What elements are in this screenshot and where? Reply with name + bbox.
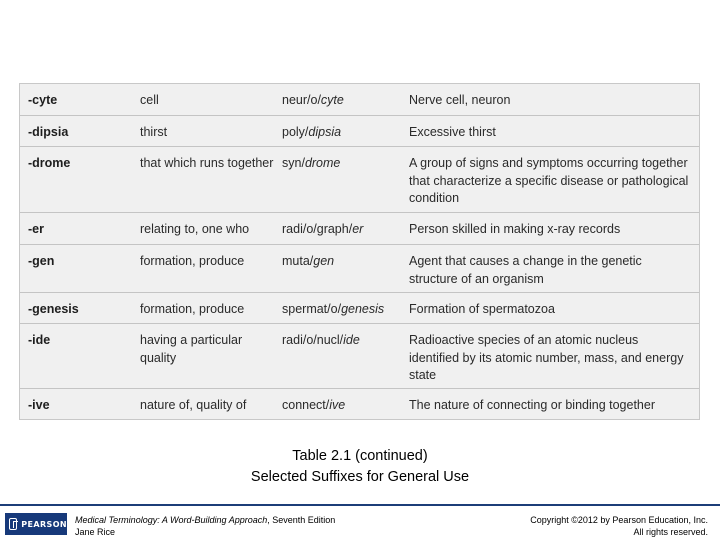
- suffix-cell: -er: [28, 222, 44, 236]
- suffix-cell: -genesis: [28, 302, 79, 316]
- book-author: Jane Rice: [75, 527, 116, 537]
- meaning-cell: having a particular quality: [140, 333, 243, 365]
- example-cell: [282, 397, 345, 415]
- meaning-cell: relating to, one who: [140, 222, 250, 236]
- book-title: Medical Terminology: A Word-Building Approach: [75, 515, 268, 525]
- example-suffix: ide: [343, 333, 360, 347]
- definition-cell: Excessive thirst: [409, 125, 496, 139]
- copyright-notice: [530, 514, 708, 538]
- example-root: neur/o/: [282, 93, 321, 107]
- book-citation: [75, 514, 335, 538]
- example-suffix: drome: [304, 156, 341, 170]
- example-cell: [282, 253, 334, 271]
- definition-cell: The nature of connecting or binding together: [409, 398, 656, 412]
- example-root: spermat/o/: [282, 302, 342, 316]
- example-cell: [282, 301, 384, 319]
- example-root: connect/: [282, 398, 330, 412]
- example-suffix: er: [352, 222, 364, 236]
- definition-cell: Agent that causes a change in the genetic structure of an organism: [409, 254, 642, 286]
- table-row: [20, 212, 699, 245]
- table-row: [20, 146, 699, 213]
- table-row: [20, 292, 699, 324]
- meaning-cell: nature of, quality of: [140, 398, 247, 412]
- suffix-cell: -dipsia: [28, 125, 69, 139]
- copyright-line: Copyright ©2012 by Pearson Education, Inc.: [530, 515, 708, 525]
- table-row: [20, 115, 699, 147]
- meaning-cell: cell: [140, 93, 159, 107]
- example-suffix: gen: [313, 254, 335, 268]
- example-suffix: ive: [329, 398, 346, 412]
- suffix-cell: -gen: [28, 254, 55, 268]
- example-cell: [282, 124, 341, 142]
- meaning-cell: thirst: [140, 125, 168, 139]
- example-root: muta/: [282, 254, 314, 268]
- table-row: [20, 244, 699, 293]
- pearson-emblem-icon: [9, 518, 17, 530]
- definition-cell: Formation of spermatozoa: [409, 302, 555, 316]
- logo-text: PEARSON: [21, 519, 67, 529]
- meaning-cell: formation, produce: [140, 254, 245, 268]
- publisher-logo: [5, 513, 67, 535]
- table-row: [20, 323, 699, 389]
- definition-cell: A group of signs and symptoms occurring together that characterize a specific disease or pathological condition: [409, 156, 689, 205]
- example-cell: [282, 332, 360, 350]
- suffix-cell: -ide: [28, 333, 51, 347]
- definition-cell: Nerve cell, neuron: [409, 93, 511, 107]
- example-cell: [282, 221, 363, 239]
- table-caption-subtitle: Selected Suffixes for General Use: [250, 469, 470, 485]
- example-root: poly/: [282, 125, 309, 139]
- meaning-cell: that which runs together: [140, 156, 274, 170]
- example-suffix: genesis: [341, 302, 385, 316]
- footer-divider: [0, 504, 720, 506]
- example-cell: [282, 155, 340, 173]
- meaning-cell: formation, produce: [140, 302, 245, 316]
- table-row: [20, 388, 699, 420]
- example-root: radi/o/graph/: [282, 222, 353, 236]
- definition-cell: Person skilled in making x-ray records: [409, 222, 621, 236]
- rights-line: All rights reserved.: [633, 527, 708, 537]
- suffix-cell: -drome: [28, 156, 71, 170]
- example-suffix: cyte: [320, 93, 344, 107]
- book-title-line: [75, 514, 335, 526]
- example-suffix: dipsia: [308, 125, 342, 139]
- suffix-cell: -ive: [28, 398, 50, 412]
- book-edition: , Seventh Edition: [267, 515, 336, 525]
- table-caption-title: Table 2.1 (continued): [292, 448, 428, 464]
- suffix-cell: -cyte: [28, 93, 58, 107]
- table-row: [20, 84, 699, 115]
- definition-cell: Radioactive species of an atomic nucleus identified by its atomic number, mass, and energy state: [409, 333, 684, 382]
- example-root: syn/: [282, 156, 305, 170]
- suffix-table: [19, 83, 700, 420]
- example-cell: [282, 92, 344, 110]
- example-root: radi/o/nucl/: [282, 333, 344, 347]
